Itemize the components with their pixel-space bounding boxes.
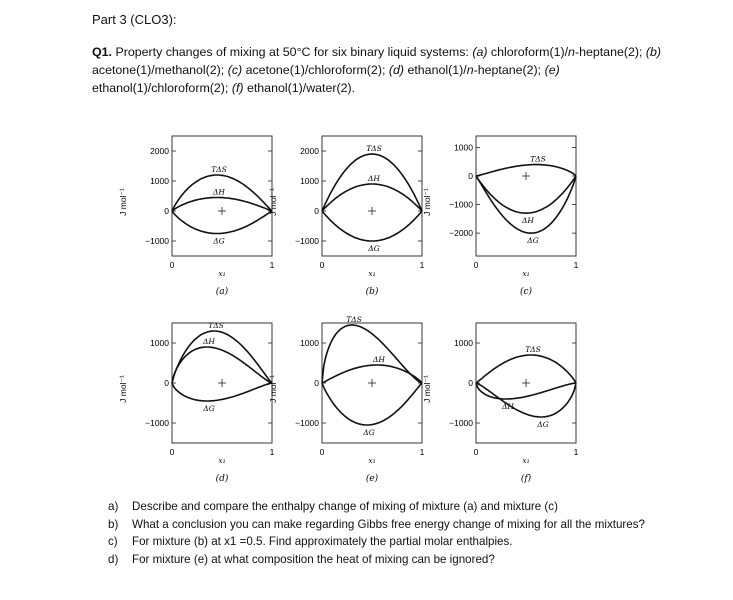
- dh-curve: [322, 184, 422, 211]
- y-tick-label: 1000: [150, 338, 169, 348]
- question-number: Q1.: [92, 45, 112, 59]
- dh-curve: [172, 347, 272, 383]
- sub-question-a: a) Describe and compare the enthalpy change of mixing of mixture (a) and mixture (c): [108, 500, 558, 513]
- x-tick-1: 1: [419, 260, 425, 270]
- y-tick-label: 0: [314, 206, 319, 216]
- y-tick-label: 0: [164, 206, 169, 216]
- dg-curve: [476, 383, 576, 417]
- y-axis-unit-label: J mol⁻¹: [268, 188, 278, 216]
- tds-label: TΔS: [211, 165, 227, 174]
- y-axis-unit-label: J mol⁻¹: [268, 375, 278, 403]
- tds-label: TΔS: [208, 321, 224, 330]
- y-tick-label: −1000: [449, 199, 473, 210]
- y-tick-label: 1000: [300, 176, 319, 186]
- dh-label: ΔH: [203, 337, 215, 346]
- system-f: (f) ethanol(1)/water(2).: [231, 81, 356, 95]
- dg-label: ΔG: [537, 420, 549, 429]
- dg-label: ΔG: [368, 244, 380, 253]
- y-tick-label: 0: [164, 378, 169, 388]
- sub-question-d: d) For mixture (e) at what composition the heat of mixing can be ignored?: [108, 552, 495, 566]
- y-tick-label: 0: [468, 171, 473, 181]
- x-axis-label: x₁: [218, 269, 226, 278]
- panel-f: [419, 323, 579, 484]
- x-tick-1: 1: [269, 260, 275, 270]
- y-tick-label: −1000: [145, 236, 169, 246]
- y-tick-label: 0: [468, 378, 473, 388]
- y-tick-label: 1000: [454, 338, 473, 348]
- tds-label: TΔS: [366, 144, 382, 153]
- tds-curve: [476, 355, 576, 383]
- y-tick-label: −1000: [295, 236, 319, 246]
- system-b: (b) acetone(1)/methanol(2);: [92, 45, 662, 77]
- x-tick-1: 1: [419, 447, 425, 457]
- x-tick-0: 0: [319, 447, 325, 457]
- x-axis-label: x₁: [368, 456, 376, 465]
- x-axis-label: x₁: [522, 269, 530, 278]
- system-a: (a) chloroform(1)/n-heptane(2);: [472, 45, 643, 59]
- system-c: (c) acetone(1)/chloroform(2);: [227, 63, 386, 77]
- sub-question-b: b) What a conclusion you can make regarding Gibbs free energy change of mixing for all the mixtures?: [108, 517, 645, 531]
- dg-curve: [322, 383, 422, 425]
- dh-label: ΔH: [373, 355, 385, 364]
- panel-letter: (e): [365, 474, 379, 484]
- x-tick-0: 0: [319, 260, 325, 270]
- question-intro: Property changes of mixing at 50°C for six binary liquid systems:: [115, 45, 469, 59]
- x-axis-label: x₁: [368, 269, 376, 278]
- y-axis-unit-label: J mol⁻¹: [118, 375, 128, 403]
- x-axis-label: x₁: [522, 456, 530, 465]
- dh-label: ΔH: [213, 187, 225, 197]
- x-tick-1: 1: [573, 260, 579, 270]
- x-tick-0: 0: [169, 260, 175, 270]
- dg-label: ΔG: [203, 404, 215, 413]
- panel-a: [118, 136, 275, 297]
- panel-letter: (c): [519, 287, 533, 297]
- y-tick-label: 1000: [454, 142, 473, 153]
- panel-b: [268, 136, 425, 297]
- tds-curve: [172, 331, 272, 383]
- dh-label: ΔH: [522, 216, 534, 226]
- x-tick-0: 0: [473, 260, 479, 270]
- dh-label: ΔH: [502, 402, 514, 411]
- y-axis-unit-label: J mol⁻¹: [422, 188, 432, 216]
- y-tick-label: 2000: [150, 146, 169, 156]
- panel-d: [118, 321, 275, 484]
- dg-label: ΔG: [527, 236, 539, 246]
- sub-questions: [108, 498, 698, 568]
- y-tick-label: −1000: [145, 418, 169, 428]
- question-q1: [92, 43, 692, 97]
- dh-label: ΔH: [368, 174, 380, 183]
- y-tick-label: 0: [314, 378, 319, 388]
- tds-label: TΔS: [346, 315, 362, 324]
- x-tick-1: 1: [269, 447, 275, 457]
- panel-letter: (d): [215, 474, 229, 484]
- system-d: (d) ethanol(1)/n-heptane(2);: [388, 63, 542, 77]
- y-tick-label: −1000: [295, 418, 319, 428]
- sub-question-c: c) For mixture (b) at x1 =0.5. Find approximately the partial molar enthalpies.: [108, 535, 513, 549]
- y-axis-unit-label: J mol⁻¹: [422, 375, 432, 403]
- y-tick-label: 1000: [150, 176, 169, 186]
- tds-label: TΔS: [530, 154, 546, 164]
- x-axis-label: x₁: [218, 456, 226, 465]
- y-tick-label: −2000: [449, 228, 473, 239]
- tds-label: TΔS: [525, 345, 541, 354]
- x-tick-0: 0: [473, 447, 479, 457]
- panel-e: [268, 315, 425, 484]
- panel-letter: (f): [520, 474, 532, 484]
- x-tick-1: 1: [573, 447, 579, 457]
- dh-curve: [476, 176, 576, 213]
- panel-letter: (a): [215, 287, 229, 297]
- panel-c: [419, 136, 579, 297]
- dg-label: ΔG: [363, 428, 375, 437]
- y-tick-label: 1000: [300, 338, 319, 348]
- panel-letter: (b): [365, 287, 379, 297]
- y-tick-label: 2000: [300, 146, 319, 156]
- part-heading: Part 3 (CLO3):: [92, 12, 177, 27]
- dg-curve: [322, 211, 422, 241]
- tds-curve: [322, 325, 422, 383]
- system-e: (e) ethanol(1)/chloroform(2);: [92, 63, 560, 95]
- y-axis-unit-label: J mol⁻¹: [118, 188, 128, 216]
- y-tick-label: −1000: [449, 418, 473, 428]
- x-tick-0: 0: [169, 447, 175, 457]
- mixing-properties-figure: [100, 118, 590, 486]
- dg-label: ΔG: [213, 236, 225, 246]
